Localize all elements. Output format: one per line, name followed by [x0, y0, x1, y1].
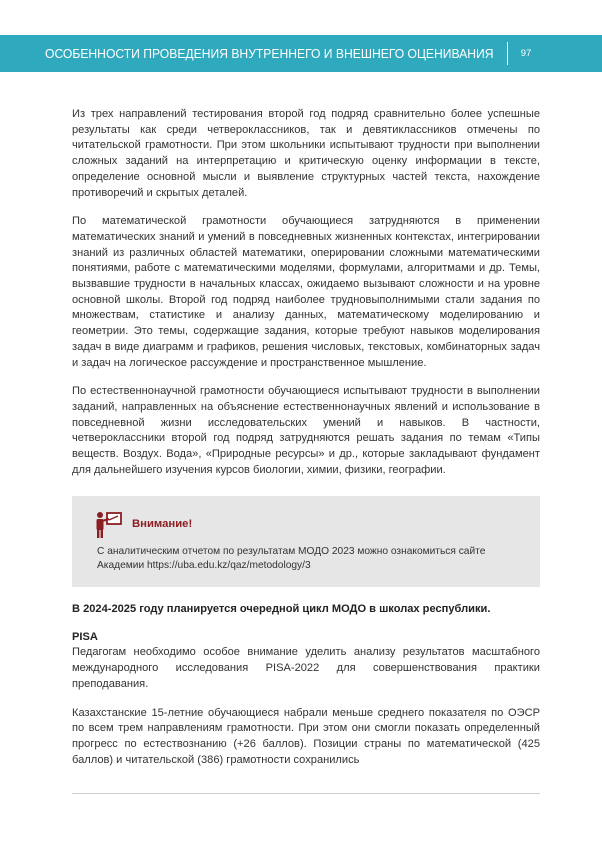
header-separator	[507, 42, 508, 65]
header-band	[0, 35, 602, 72]
page-number: 97	[520, 48, 532, 59]
paragraph-reading-literacy: Из трех направлений тестирования второй год подряд сравнительно более успешные результаты как среди четвероклассников, так и девятиклассников отмечены по читательской грамотности. При этом школьники испытывают трудности при выполнении сложных заданий на интерпретацию и критическую оценку информации в тексте, определение основной мысли и выявление структурных частей текста, нахождение противоречий и скрытых деталей.	[72, 108, 540, 199]
modo-plan-statement: В 2024-2025 году планируется очередной цикл МОДО в школах республики.	[72, 603, 491, 616]
running-header-title: ОСОБЕННОСТИ ПРОВЕДЕНИЯ ВНУТРЕННЕГО И ВНЕШНЕГО ОЦЕНИВАНИЯ	[45, 46, 494, 61]
teacher-board-icon	[94, 510, 124, 540]
paragraph-science-literacy: По естественнонаучной грамотности обучающиеся испытывают трудности в выполнении заданий, направленных на объяснение естественнонаучных явлений и использование в повседневной жизни исследовательских умений и навыков. В частности, четвероклассники второй год подряд затрудняются решать задания по темам «Типы веществ. Воздух. Вода», «Природные ресурсы» и др., которые закладывают фундамент для дальнейшего изучения курсов биологии, химии, физики, географии.	[72, 385, 540, 476]
attention-notice-box	[72, 496, 540, 587]
notice-title: Внимание!	[132, 518, 193, 531]
footer-rule	[72, 793, 540, 794]
page-content	[72, 107, 540, 781]
paragraph-pisa-intro: Педагогам необходимо особое внимание уделить анализу результатов масштабного международного исследования PISA-2022 для совершенствования практики преподавания.	[72, 646, 540, 690]
paragraph-pisa-results: Казахстанские 15-летние обучающиеся набрали меньше среднего показателя по ОЭСР по всем трем направлениям грамотности. При этом они смогли показать определенный прогресс по естествознанию (+26 баллов). Позиции страны по математической (425 баллов) и читательской (386) грамотности сохранились	[72, 706, 540, 766]
paragraph-math-literacy: По математической грамотности обучающиеся затрудняются в применении математических знаний и умений в повседневных жизненных контекстах, интегрировании знаний из различных областей математики, оперировании сложными математическими понятиями, работе с математическими моделями, формулами, алгоритмами и др. Темы, вызвавшие трудности в начальных классах, ожидаемо вызывают сложности и на уровне основной школы. Второй год подряд наиболее трудновыполнимыми стали задания по множествам, статистике и анализу данных, математическому моделированию и геометрии. Это темы, содержащие задания, которые требуют навыков моделирования задач в виде диаграмм и графиков, решения числовых, текстовых, комбинаторных задач и задач на логическое рассуждение и пространственное мышление.	[72, 215, 540, 369]
notice-body: С аналитическим отчетом по результатам МОДО 2023 можно ознакомиться сайте Академии https://uba.edu.kz/qaz/metodology/3	[97, 546, 486, 572]
section-heading-pisa: PISA	[72, 631, 98, 644]
